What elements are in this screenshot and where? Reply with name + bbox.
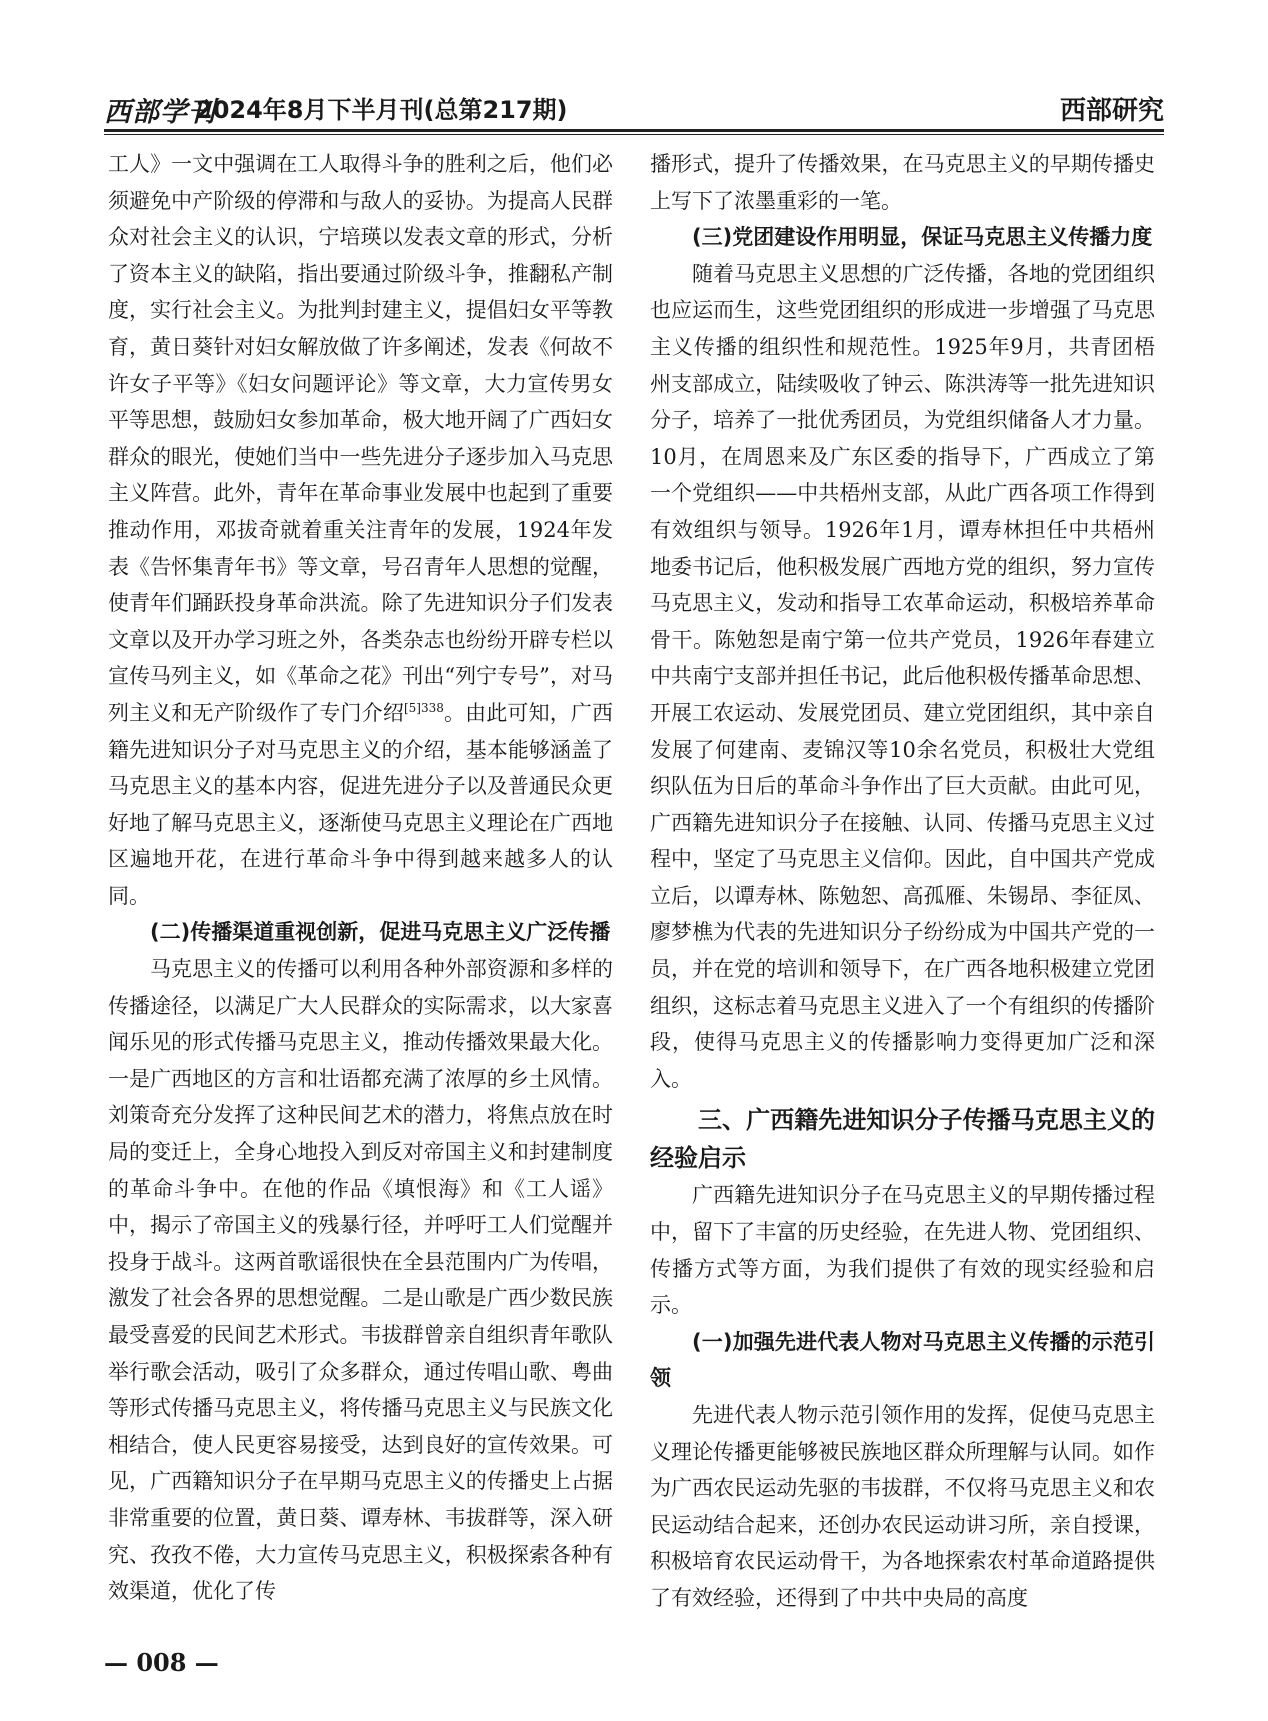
citation: [5]338 (403, 700, 444, 715)
paragraph-text-tail: 。由此可知，广西籍先进知识分子对马克思主义的介绍，基本能够涵盖了马克思主义的基本内容，促进先进分子以及普通民众更好地了解马克思主义，逐渐使马克思主义理论在广西地区遍地开花，在进行革命斗争中得到越来越多人的认同。 (108, 700, 613, 908)
section-heading: (三)党团建设作用明显，保证马克思主义传播力度 (692, 225, 1153, 250)
paragraph: 随着马克思主义思想的广泛传播，各地的党团组织也应运而生，这些党团组织的形成进一步增强了马克思主义传播的组织性和规范性。1925年9月，共青团梧州支部成立，陆续吸收了钟云、陈洪涛等一批先进知识分子，培养了一批优秀团员，为党组织储备人才力量。10月，在周恩来及广东区委的指导下，广西成立了第一个党组织——中共梧州支部，从此广西各项工作得到有效组织与领导。1926年1月，谭寿林担任中共梧州地委书记后，他积极发展广西地方党的组织，努力宣传马克思主义，发动和指导工农革命运动，积极培养革命骨干。陈勉恕是南宁第一位共产党员，1926年春建立中共南宁支部并担任书记，此后他积极传播革命思想、开展工农运动、发展党团员、建立党团组织，其中亲自发展了何建南、麦锦汉等10余名党员，积极壮大党组织队伍为日后的革命斗争作出了巨大贡献。由此可见，广西籍先进知识分子在接触、认同、传播马克思主义过程中，坚定了马克思主义信仰。因此，自中国共产党成立后，以谭寿林、陈勉恕、高孤雁、朱锡昂、李征凤、廖梦樵为代表的先进知识分子纷纷成为中国共产党的一员，并在党的培训和领导下，在广西各地积极建立党团组织，这标志着马克思主义进入了一个有组织的传播阶段，使得马克思主义的传播影响力变得更加广泛和深入。 (650, 261, 1155, 1091)
journal-logo: 西部学刊 (104, 97, 216, 128)
section-title: 西部研究 (1059, 96, 1164, 126)
page-number: — 008 — (104, 1648, 219, 1677)
paragraph-text: 工人》一文中强调在工人取得斗争的胜利之后，他们必须避免中产阶级的停滞和与敌人的妥协。为提高人民群众对社会主义的认识，宁培瑛以发表文章的形式，分析了资本主义的缺陷，指出要通过阶级斗争，推翻私产制度，实行社会主义。为批判封建主义，提倡妇女平等教育，黄日葵针对妇女解放做了许多阐述，发表《何故不许女子平等》《妇女问题评论》等文章，大力宣传男女平等思想，鼓励妇女参加革命，极大地开阔了广西妇女群众的眼光，使她们当中一些先进分子逐步加入马克思主义阵营。此外，青年在革命事业发展中也起到了重要推动作用，邓拔奇就着重关注青年的发展，1924年发表《告怀集青年书》等文章，号召青年人思想的觉醒，使青年们踊跃投身革命洪流。除了先进知识分子们发表文章以及开办学习班之外，各类杂志也纷纷开辟专栏以宣传马列主义，如《革命之花》刊出“列宁专号”，对马列主义和无产阶级作了专门介绍 (108, 152, 613, 725)
issue-info: 2024年8月下半月刊(总第217期) (196, 96, 568, 124)
part-heading: 三、广西籍先进知识分子传播马克思主义的经验启示 (650, 1106, 1155, 1173)
left-column (108, 146, 613, 1610)
section-heading: (一)加强先进代表人物对马克思主义传播的示范引领 (650, 1329, 1155, 1391)
header-rule (104, 129, 1164, 132)
page-header (104, 80, 1164, 132)
paragraph: 广西籍先进知识分子在马克思主义的早期传播过程中，留下了丰富的历史经验，在先进人物、党团组织、传播方式等方面，为我们提供了有效的现实经验和启示。 (650, 1183, 1155, 1318)
paragraph: 播形式，提升了传播效果，在马克思主义的早期传播史上写下了浓墨重彩的一笔。 (650, 152, 1155, 213)
right-column (650, 146, 1155, 1617)
paragraph: 马克思主义的传播可以利用各种外部资源和多样的传播途径，以满足广大人民群众的实际需求，以大家喜闻乐见的形式传播马克思主义，推动传播效果最大化。一是广西地区的方言和壮语都充满了浓厚的乡土风情。刘策奇充分发挥了这种民间艺术的潜力，将焦点放在时局的变迁上，全身心地投入到反对帝国主义和封建制度的革命斗争中。在他的作品《填恨海》和《工人谣》中，揭示了帝国主义的残暴行径，并呼吁工人们觉醒并投身于战斗。这两首歌谣很快在全县范围内广为传唱，激发了社会各界的思想觉醒。二是山歌是广西少数民族最受喜爱的民间艺术形式。韦拔群曾亲自组织青年歌队举行歌会活动，吸引了众多群众，通过传唱山歌、粤曲等形式传播马克思主义，将传播马克思主义与民族文化相结合，使人民更容易接受，达到良好的宣传效果。可见，广西籍知识分子在早期马克思主义的传播史上占据非常重要的位置，黄日葵、谭寿林、韦拔群等，深入研究、孜孜不倦，大力宣传马克思主义，积极探索各种有效渠道，优化了传 (108, 957, 613, 1604)
paragraph (108, 146, 613, 914)
section-heading: (二)传播渠道重视创新，促进马克思主义广泛传播 (150, 920, 611, 945)
paragraph: 先进代表人物示范引领作用的发挥，促使马克思主义理论传播更能够被民族地区群众所理解与认同。如作为广西农民运动先驱的韦拔群，不仅将马克思主义和农民运动结合起来，还创办农民运动讲习所，亲自授课，积极培育农民运动骨干，为各地探索农村革命道路提供了有效经验，还得到了中共中央局的高度 (650, 1403, 1155, 1610)
header-rule-thin (104, 134, 1164, 135)
